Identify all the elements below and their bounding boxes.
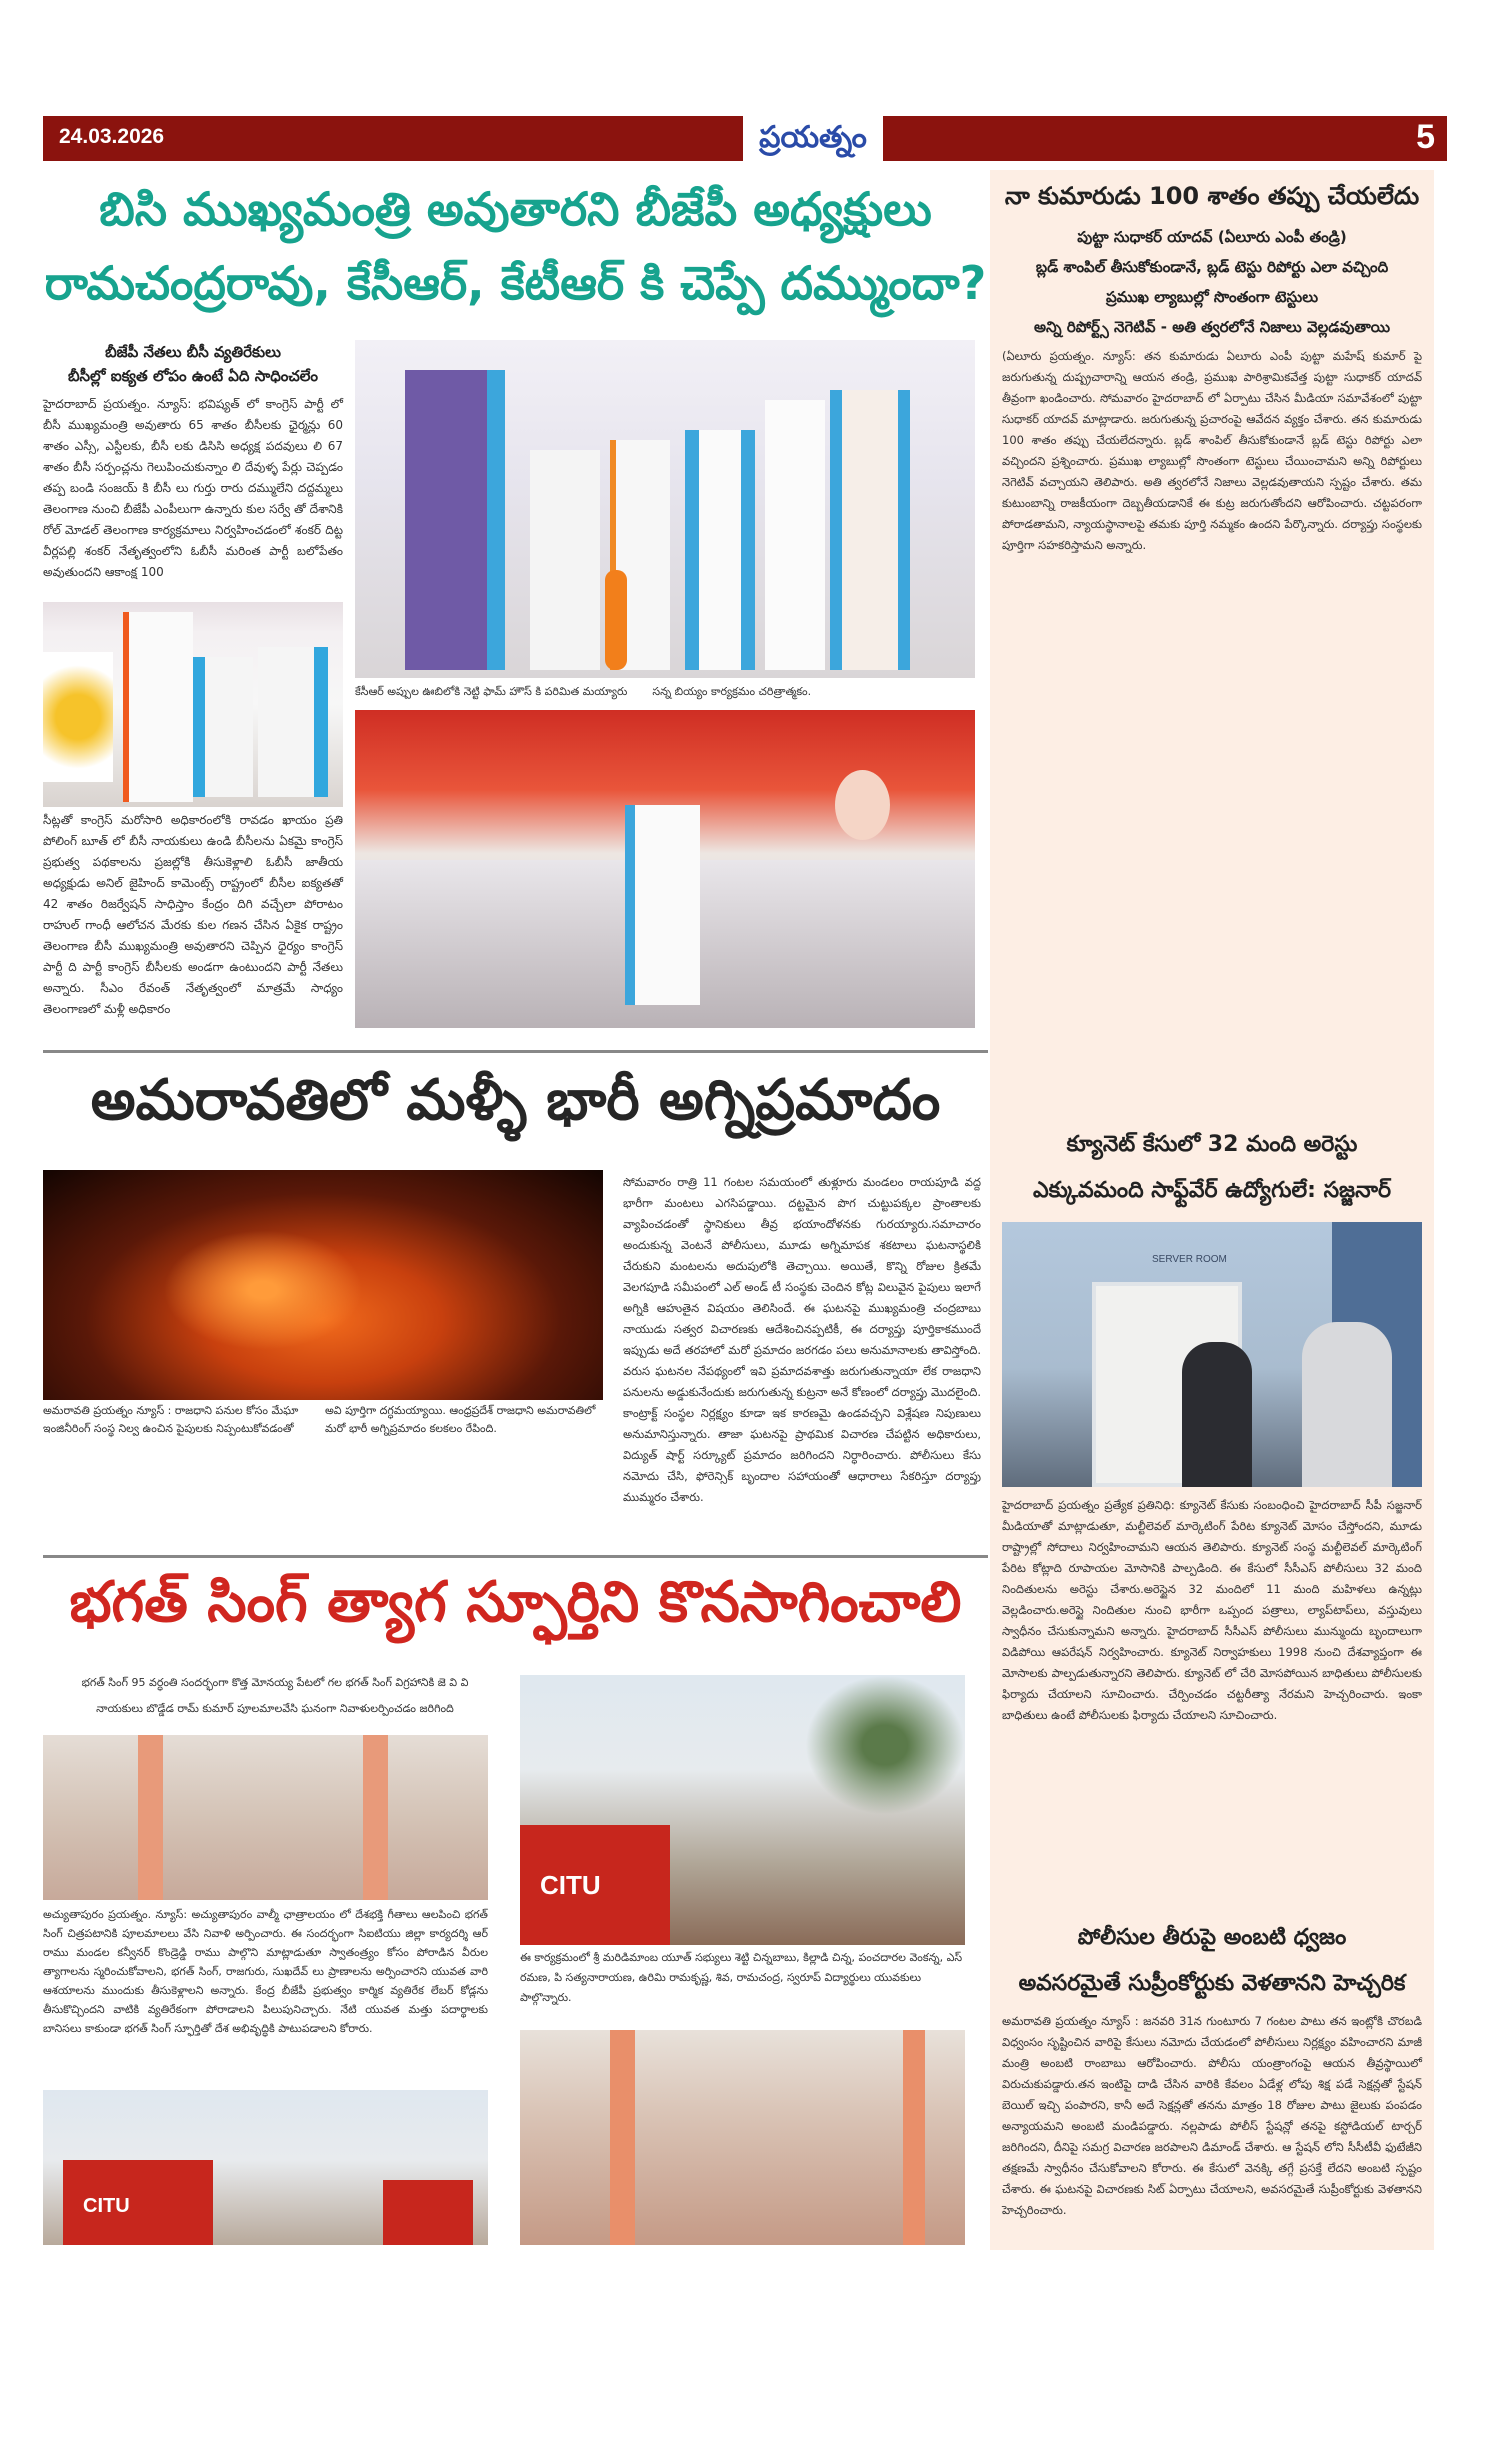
fire-caption-right: అవి పూర్తిగా దగ్ధమయ్యాయి. ఆంధ్రప్రదేశ్ రాజధాని అమరావతిలో మరో భారీ అగ్నిప్రమాదం కలకలం రేపింది. bbox=[325, 1404, 596, 1435]
bhagat-singh-intro: భగత్ సింగ్ 95 వర్ధంతి సందర్భంగా కొత్త మోనయ్య పేటలో గల భగత్ సింగ్ విగ్రహానికి జె వి వి నాయకులు బొడ్డేడ రామ్ కుమార్ పూలమాలవేసి ఘనంగా నివాళులర్పించడం జరిగింది bbox=[81, 1676, 469, 1715]
fire-caption-left: అమరావతి ప్రయత్నం న్యూస్ : రాజధాని పనుల కోసం మేఘా ఇంజినీరింగ్ సంస్థ నిల్వ ఉంచిన పైపులకు నిప్పంటుకోవడంతో bbox=[43, 1404, 299, 1435]
photo-captions bbox=[355, 680, 975, 701]
server-room-sign: SERVER ROOM bbox=[1152, 1254, 1227, 1265]
sidebar-story1-sub-2: బ్లడ్ శాంపిల్ తీసుకోకుండానే, బ్లడ్ టెస్టు రిపోర్టు ఎలా వచ్చింది bbox=[1035, 258, 1389, 276]
issue-date: 24.03.2026 bbox=[59, 125, 165, 148]
photo-lamp-lighting bbox=[355, 340, 975, 678]
caption-left: కేసీఆర్ అప్పుల ఊబిలోకి నెట్టి ఫామ్ హౌస్ కి పరిమిత మయ్యారు bbox=[355, 685, 628, 698]
photo-students-cheering bbox=[520, 2030, 965, 2245]
sidebar-story3-title-1: పోలీసుల తీరుపై అంబటి ధ్వజం bbox=[1077, 1925, 1347, 1950]
subheadline-1: బీజేపీ నేతలు బీసీ వ్యతిరేకులు bbox=[105, 343, 281, 361]
caption-right: సన్న బియ్యం కార్యక్రమం చరిత్రాత్మకం. bbox=[652, 685, 812, 698]
article-body: హైదరాబాద్ ప్రయత్నం. న్యూస్: భవిష్యత్ లో కాంగ్రెస్ పార్టీ లో బీసీ ముఖ్యమంత్రి అవుతారు 65 శాతం బీసీలకు ఛైర్మన్లు 60 శాతం ఎస్సీ, ఎస్టీలకు, బీసీ లకు డిసిసి అధ్యక్ష పదవులు లి 67 శాతం బీసీ సర్పంచ్లను గెలుపించుకున్నాం లి దేవుళ్ళ పేర్లు చెప్పడం తప్ప బండి సంజయ్ కి బీసీ లు గుర్తు రారు దమ్ములేని దద్దమ్మలు తెలంగాణ నుంచి బీజేపీ ఎంపీలుగా ఉన్నారు కుల సర్వే తో దేశానికి రోల్ మోడల్ తెలంగాణ కార్యక్రమాలు నిర్వహించడంలో శంకర్ దిట్ట వీర్లపల్లి శంకర్ నేతృత్వంలోని ఓబీసీ మరింత పార్టీ బలోపేతం అవుతుందని ఆకాంక్ష 100 bbox=[43, 397, 343, 579]
sidebar-story2-title-1: క్యూనెట్ కేసులో 32 మంది అరెస్టు bbox=[1066, 1132, 1358, 1157]
masthead-bar bbox=[43, 116, 1447, 161]
fire-article-body: సోమవారం రాత్రి 11 గంటల సమయంలో తుళ్లూరు మండలం రాయపూడి వద్ద భారీగా మంటలు ఎగసిపడ్డాయి. దట్టమైన పొగ చుట్టుపక్కల ప్రాంతాలకు వ్యాపించడంతో స్థానికులు తీవ్ర భయాందోళనకు గురయ్యారు.సమాచారం అందుకున్న వెంటనే పోలీసులు, మూడు అగ్నిమాపక శకటాలు ఘటనాస్థలికి చేరుకుని మంటలను అదుపులోకి తెచ్చాయి. అయితే, కొన్ని రోజుల క్రితమే వెలగపూడి సమీపంలో ఎల్ అండ్ టీ సంస్థకు చెందిన కోట్ల విలువైన పైపులు ఇలాగే అగ్నికి ఆహుతైన విషయం తెలిసిందే. ఈ ఘటనపై ముఖ్యమంత్రి చంద్రబాబు నాయుడు సత్వర విచారణకు ఆదేశించినప్పటికీ, ఈ దర్యాప్తు పూర్తికాకముందే ఇప్పుడు అదే తరహాలో మరో ప్రమాదం జరగడం పలు అనుమానాలకు తావిస్తోంది. వరుస ఘటనల నేపథ్యంలో ఇవి ప్రమాదవశాత్తు జరుగుతున్నాయా లేక రాజధాని పనులను అడ్డుకునేందుకు జరుగుతున్న కుట్రనా అనే కోణంలో దర్యాప్తు మొదలైంది. కాంట్రాక్ట్ సంస్థల నిర్లక్ష్యం కూడా ఇక కారణమై ఉండవచ్చని విశ్లేషణ నిపుణులు అనుమానిస్తున్నారు. తాజా ఘటనపై ప్రాథమిక విచారణ చేపట్టిన అధికారులు, విద్యుత్ షార్ట్ సర్క్యూట్ ప్రమాదం జరిగిందని నిర్ధారించారు. పోలీసులు కేసు నమోదు చేసి, ఫోరెన్సిక్ బృందాల సహాయంతో ఆధారాలు సేకరిస్తూ దర్యాప్తు ముమ్మరం చేశారు. bbox=[623, 1175, 981, 1504]
sidebar-story1-sub-4: అన్ని రిపోర్ట్స్ నెగెటివ్ - అతి త్వరలోనే నిజాలు వెల్లడవుతాయి bbox=[1033, 318, 1391, 336]
photo-dais-gathering bbox=[355, 710, 975, 1028]
sidebar-story1-title: నా కుమారుడు 100 శాతం తప్పు చేయలేదు bbox=[1004, 182, 1420, 210]
headline-line1: బిసి ముఖ్యమంత్రి అవుతారని బీజేపీ అధ్యక్షులు bbox=[99, 182, 932, 236]
sidebar-story2-body: హైదరాబాద్ ప్రయత్నం ప్రత్యేక ప్రతినిధి: క్యూనెట్ కేసుకు సంబంధించి హైదరాబాద్ సీపీ సజ్జనార్ మీడియాతో మాట్లాడుతూ, మల్టీలెవల్ మార్కెటింగ్ పేరిట క్యూనెట్ మోసం చేస్తోందని, మూడు రాష్ట్రాల్లో సోదాలు నిర్వహించామని ఆయన తెలిపారు. క్యూనెట్ సంస్థ మల్టీలెవల్ మార్కెటింగ్ పేరిట కోట్లాది రూపాయల మోసానికి పాల్పడింది. ఈ కేసులో సీసీఎస్ పోలీసులు 32 మంది నిందితులను అరెస్టు చేశారు.అరెస్టైన 32 మందిలో 11 మంది మహిళలు ఉన్నట్లు వెల్లడించారు.అరెస్టై నిందితుల నుంచి భారీగా ఒప్పంద పత్రాలు, ల్యాప్‌టాప్‌లు, వస్తువులు స్వాధీనం చేసుకున్నామని అన్నారు. హైదరాబాద్ సీసీఎస్ పోలీసులు మున్ముందు బృందాలుగా విడిపోయి ఆపరేషన్ నిర్వహించారు. క్యూనెట్ నిర్వాహకులు 1998 నుంచి దేశవ్యాప్తంగా ఈ మోసాలకు పాల్పడుతున్నారని తెలిపారు. క్యూనెట్ లో చేరి మోసపోయిన బాధితులు పోలీసులకు ఫిర్యాదు చేయాలని సూచించారు. చేర్పించడం చట్టరీత్యా నేరమని హెచ్చరించారు. ఇంకా బాధితులు ఉంటే పోలీసులకు ఫిర్యాదు చేయాలని సూచించారు. bbox=[1002, 1498, 1422, 1722]
fire-caption bbox=[43, 1402, 603, 1438]
story1-left-text bbox=[43, 340, 343, 583]
photo-students-saluting bbox=[43, 1735, 488, 1900]
sidebar-column bbox=[990, 170, 1434, 2250]
headline-line2: రామచంద్రరావు, కేసీఆర్, కేటీఆర్ కి చెప్పే దమ్ముందా? bbox=[44, 256, 987, 310]
section-divider bbox=[43, 1555, 988, 1558]
photo-statue-rally bbox=[520, 1675, 965, 1945]
article-body-continued: సీట్లతో కాంగ్రెస్ మరోసారి అధికారంలోకి రావడం ఖాయం ప్రతి పోలింగ్ బూత్ లో బీసీ నాయకులు ఉండి బీసీలను ఏకమై కాంగ్రెస్ ప్రభుత్వ పథకాలను ప్రజల్లోకి తీసుకెళ్లాలి ఓబీసీ జాతీయ అధ్యక్షుడు అనిల్ జైహింద్ కామెంట్స్ రాష్ట్రంలో బీసీల ఐక్యతతో 42 శాతం రిజర్వేషన్ సాధిస్తాం కేంద్రం దిగి వచ్చేలా పోరాటం రాహుల్ గాంధీ ఆలోచన మేరకు కుల గణన చేసిన ఏకైక రాష్ట్రం తెలంగాణ బీసీ ముఖ్యమంత్రి అవుతారని చెప్పిన ధైర్యం కాంగ్రెస్ పార్టీ ది పార్టీ కాంగ్రెస్ బీసీలకు అండగా ఉంటుందని పార్టీ నేతలు అన్నారు. సీఎం రేవంత్ నేతృత్వంలో మాత్రమే సాధ్యం తెలంగాణలో మళ్లీ అధికారం bbox=[43, 813, 343, 1016]
section-divider bbox=[43, 1050, 988, 1053]
bhagat-singh-article-body: అచ్యుతాపురం ప్రయత్నం. న్యూస్: అచ్యుతాపురం వాల్మీ ఛాత్రాలయం లో దేశభక్తి గీతాలు ఆలపించి భగత్ సింగ్ చిత్రపటానికి పూలమాలలు వేసి నివాళి అర్పించారు. ఈ సందర్భంగా సిఐటియు జిల్లా కార్యదర్శి ఆర్ రాము మండల కన్వీనర్ కొండ్రెడ్డి రాము పాల్గొని మాట్లాడుతూ స్వాతంత్ర్యం కోసం పోరాడిన వీరుల త్యాగాలను స్మరించుకోవాలని, భగత్ సింగ్, రాజగురు, సుఖదేవ్ లు ప్రాణాలను అర్పించారని యువత వారి ఆశయాలను ముందుకు తీసుకెళ్లాలని అన్నారు. కేంద్ర బీజేపీ ప్రభుత్వం కార్మిక వ్యతిరేక లేబర్ కోడ్లను తీసుకొచ్చిందని వాటికి వ్యతిరేకంగా పోరాడాలని పిలుపునిచ్చారు. నేటి యువత మత్తు పదార్థాలకు బానిసలు కాకుండా భగత్ సింగ్ స్ఫూర్తితో దేశ అభివృద్ధికి పాటుపడాలని కోరారు. bbox=[43, 1908, 488, 2035]
subheadline-2: బీసీల్లో ఐక్యత లోపం ఉంటే ఏది సాధించలేం bbox=[67, 367, 319, 385]
sidebar-story2-title-2: ఎక్కువమంది సాఫ్ట్‌వేర్ ఉద్యోగులే: సజ్జనార్ bbox=[1032, 1178, 1392, 1203]
sidebar-story3-title-2: అవసరమైతే సుప్రీంకోర్టుకు వెళతానని హెచ్చరిక bbox=[1018, 1971, 1406, 1996]
page-number: 5 bbox=[1416, 118, 1435, 156]
newspaper-logo: ప్రయత్నం bbox=[743, 112, 883, 164]
citu-banner-text-2: CITU bbox=[540, 1870, 601, 1900]
statue-rally-caption: ఈ కార్యక్రమంలో శ్రీ మరిడిమాంబ యూత్ సభ్యులు శెట్టి చిన్నబాబు, కిల్లాడి చిన్న, పంచదారల వెంకన్న, ఎస్ రమణ, పి సత్యనారాయణ, ఉరిమి రామకృష్ణ, శివ, రామచంద్ర, స్వరూప్ విద్యార్థులు యువకులు పాల్గొన్నారు. bbox=[520, 1951, 963, 2004]
sidebar-story3-body: అమరావతి ప్రయత్నం న్యూస్ : జనవరి 31న గుంటూరు 7 గంటల పాటు తన ఇంట్లోకి చొరబడి విధ్వంసం సృష్టించిన వారిపై కేసులు నమోదు చేయడంలో పోలీసులు నిర్లక్ష్యం వహించారని మాజీ మంత్రి అంబటి రాంబాబు ఆరోపించారు. పోలీసు యంత్రాంగంపై ఆయన తీవ్రస్థాయిలో విరుచుకుపడ్డారు.తన ఇంటిపై దాడి చేసిన వారికి కేవలం ఏడేళ్ల లోపు శిక్ష పడే సెక్షన్లతో స్టేషన్ బెయిల్ ఇచ్చి పంపారని, కానీ అదే సెక్షన్లతో తనను మాత్రం 18 రోజుల పాటు జైలుకు పంపడం అన్యాయమని అంబటి మండిపడ్డారు. నల్లపాడు పోలీస్ స్టేషన్లో తనపై కస్టోడియల్ టార్చర్ జరిగిందని, దీనిపై సమగ్ర విచారణ జరపాలని డిమాండ్ చేశారు. ఆ స్టేషన్ లోని సీసీటీవీ ఫుటేజీని తక్షణమే స్వాధీనం చేసుకోవాలని కోరారు. ఈ కేసులో వెనక్కి తగ్గే ప్రసక్తే లేదని అంబటి స్పష్టం చేశారు. ఈ ఘటనపై విచారణకు సిట్ ఏర్పాటు చేయాలని, అవసరమైతే సుప్రీంకోర్టుకు వెళతానని హెచ్చరించారు. bbox=[1002, 2014, 1422, 2217]
sidebar-story1-sub-1: పుట్టా సుధాకర్ యాదవ్ (ఏలూరు ఎంపీ తండ్రి) bbox=[1077, 228, 1347, 246]
photo-handshake bbox=[43, 602, 343, 807]
photo-citu-rally-left bbox=[43, 2090, 488, 2245]
photo-fire bbox=[43, 1170, 603, 1400]
headline-amaravati-fire: అమరావతిలో మళ్ళీ భారీ అగ్నిప్రమాదం bbox=[90, 1068, 941, 1133]
sidebar-story1-body: (ఏలూరు ప్రయత్నం. న్యూస్: తన కుమారుడు ఏలూరు ఎంపీ పుట్టా మహేష్ కుమార్ పై జరుగుతున్న దుష్ప్రచారాన్ని ఆయన తండ్రి, ప్రముఖ పారిశ్రామికవేత్త పుట్టా సుధాకర్ యాదవ్ తీవ్రంగా ఖండించారు. సోమవారం హైదరాబాద్ లో ఏర్పాటు చేసిన మీడియా సమావేశంలో పుట్టా సుధాకర్ యాదవ్ మాట్లాడారు. జరుగుతున్న ప్రచారంపై ఆవేదన వ్యక్తం చేశారు. తన కుమారుడు 100 శాతం తప్పు చేయలేదన్నారు. బ్లడ్ శాంపిల్ తీసుకోకుండానే బ్లడ్ టెస్టు రిపోర్టు ఎలా వచ్చిందని ప్రశ్నించారు. ప్రముఖ ల్యాబుల్లో సొంతంగా టెస్టులు చేయించామని అన్ని రిపోర్టులు నెగెటివ్ వచ్చాయని తెలిపారు. అతి త్వరలోనే నిజాలు వెల్లడవుతాయని స్పష్టం చేశారు. తమ కుటుంబాన్ని రాజకీయంగా దెబ్బతీయడానికే ఈ కుట్ర జరుగుతోందని ఆరోపించారు. చట్టపరంగా పోరాడతామని, న్యాయస్థానాలపై తమకు పూర్తి నమ్మకం ఉందని పేర్కొన్నారు. దర్యాప్తు సంస్థలకు పూర్తిగా సహకరిస్తామని అన్నారు. bbox=[1002, 349, 1422, 552]
citu-banner-text: CITU bbox=[83, 2195, 130, 2217]
headline-bhagat-singh: భగత్ సింగ్ త్యాగ స్ఫూర్తిని కొనసాగించాలి bbox=[69, 1570, 962, 1635]
sidebar-story1-sub-3: ప్రముఖ ల్యాబుల్లో సొంతంగా టెస్టులు bbox=[1105, 288, 1319, 306]
story-bc-cm bbox=[43, 170, 988, 314]
photo-server-room bbox=[1002, 1222, 1422, 1487]
